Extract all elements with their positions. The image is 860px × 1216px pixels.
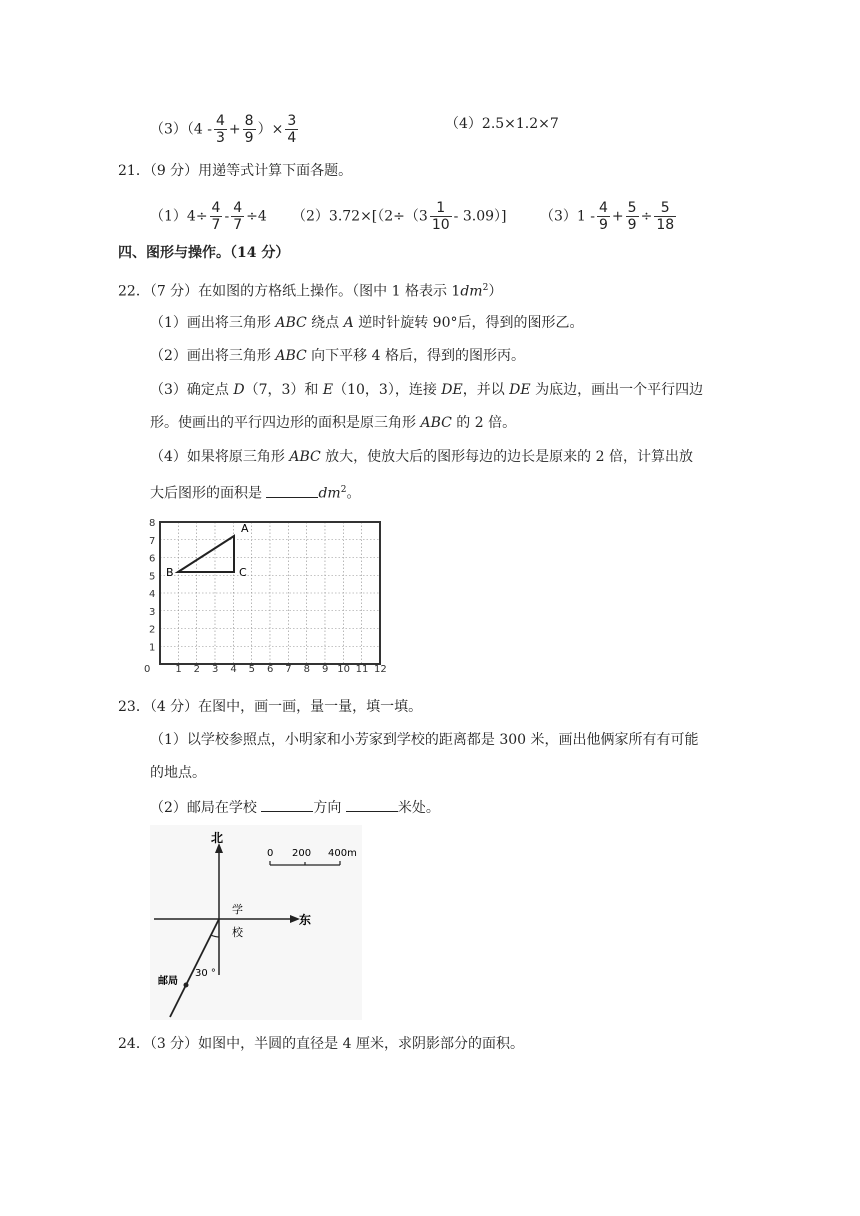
scale-label-200: 200	[292, 848, 312, 859]
q20-part3: （3）（4 - $\frac{4}{3}$ + $\frac{8}{9}$ ）× $\frac{3}{4}$	[150, 113, 297, 146]
q23-line1: （1）以学校参照点，小明家和小芳家到学校的距离都是 300 米，画出他俩家所有有可能	[150, 732, 699, 748]
section-heading: 四、图形与操作。（14 分）	[118, 245, 290, 261]
grid-figure	[143, 515, 388, 675]
q23-line2: （2）邮局在学校 方向 米处。	[150, 797, 440, 818]
q23-title: 23．（4 分）在图中，画一画，量一量，填一填。	[118, 699, 423, 715]
q21-part1: （1）4÷ $\frac{4}{7}$ - $\frac{4}{7}$ ÷4	[150, 200, 267, 233]
post-office-label: 邮局	[158, 976, 178, 987]
answer-blank[interactable]	[266, 483, 318, 498]
x-tick-label: 11	[355, 664, 369, 675]
q21-part3: （3）1 - $\frac{4}{9}$ + $\frac{5}{9}$ ÷ $\frac{5}{18}$	[540, 200, 675, 233]
x-tick-label: 0	[144, 664, 151, 675]
x-tick-label: 9	[321, 664, 329, 675]
q22-line4b: 大后图形的面积是 $dm^2$。	[150, 480, 360, 504]
y-tick-label: 4	[149, 589, 156, 600]
y-tick-label: 6	[149, 553, 156, 565]
fraction: $\frac{3}{4}$	[287, 113, 297, 146]
q22-line3: （3）确定点 D（7，3）和 E（10，3），连接 DE，并以 DE 为底边，画出一个平行四边	[150, 382, 704, 398]
vertex-label-a: A	[241, 522, 249, 535]
q22-line4: （4）如果将原三角形 ABC 放大，使放大后的图形每边的边长是原来的 2 倍，计算出放	[150, 449, 693, 465]
x-tick-label: 4	[230, 664, 237, 675]
school-label-2: 校	[232, 926, 243, 939]
east-label: 东	[299, 913, 312, 927]
fraction: $\frac{8}{9}$	[244, 113, 254, 146]
scale-label-0: 0	[267, 848, 274, 859]
vertex-label-b: B	[166, 566, 174, 579]
x-tick-label: 7	[285, 664, 292, 675]
q22-line1: （1）画出将三角形 ABC 绕点 A 逆时针旋转 90°后，得到的图形乙。	[150, 315, 584, 331]
x-tick-label: 10	[337, 664, 351, 675]
q24-title: 24．（3 分）如图中，半圆的直径是 4 厘米，求阴影部分的面积。	[118, 1036, 524, 1052]
y-tick-label: 1	[149, 642, 156, 654]
north-label: 北	[211, 831, 224, 845]
q21-title: 21．（9 分）用递等式计算下面各题。	[118, 163, 353, 179]
q20-part4: （4）2.5×1.2×7	[445, 116, 559, 132]
x-tick-label: 5	[248, 664, 256, 675]
angle-label: 30 °	[195, 968, 216, 979]
q22-line3b: 形。使画出的平行四边形的面积是原三角形 ABC 的 2 倍。	[150, 415, 517, 431]
answer-blank[interactable]	[261, 797, 313, 812]
q21-part2: （2）3.72×[（2÷（3 $\frac{1}{10}$ - 3.09）]	[292, 200, 507, 233]
y-tick-label: 8	[149, 518, 156, 529]
y-tick-label: 5	[149, 571, 156, 583]
grid-lines	[160, 522, 380, 664]
y-tick-label: 3	[149, 606, 156, 618]
x-tick-label: 1	[175, 664, 182, 675]
x-tick-label: 8	[303, 664, 311, 675]
post-office-point	[184, 983, 189, 988]
answer-blank[interactable]	[346, 797, 398, 812]
q23-line1b: 的地点。	[150, 765, 206, 781]
y-tick-label: 2	[149, 624, 156, 636]
fraction: $\frac{4}{3}$	[216, 113, 225, 146]
map-figure	[150, 825, 362, 1020]
x-tick-label: 2	[193, 664, 201, 675]
x-tick-label: 6	[266, 664, 274, 675]
school-label-1: 学	[232, 903, 243, 916]
q22-line2: （2）画出将三角形 ABC 向下平移 4 格后，得到的图形丙。	[150, 348, 525, 364]
x-tick-label: 3	[211, 664, 219, 675]
y-tick-label: 7	[149, 535, 156, 547]
triangle-abc	[178, 536, 234, 572]
x-tick-label: 12	[373, 664, 387, 675]
q22-title: 22．（7 分）在如图的方格纸上操作。（图中 1 格表示 $1dm^2$）	[118, 283, 503, 300]
scale-label-400: 400m	[328, 848, 357, 859]
vertex-label-c: C	[239, 566, 247, 579]
